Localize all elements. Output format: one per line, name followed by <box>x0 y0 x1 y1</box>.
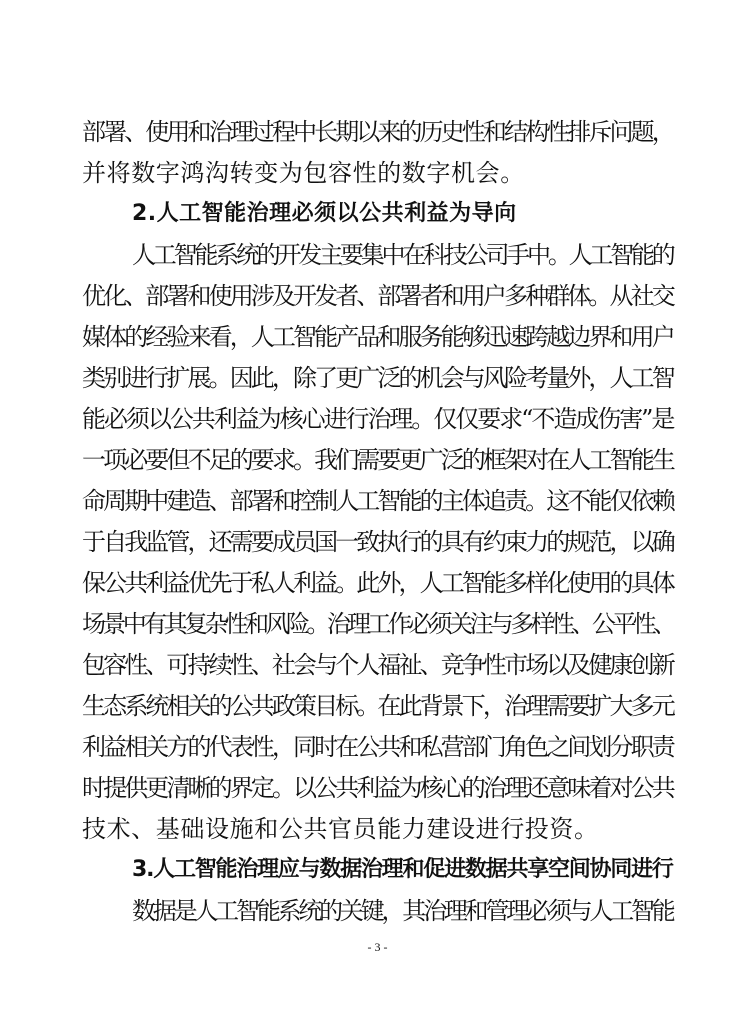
text-line: 类别进行扩展。因此，除了更广泛的机会与风险考量外，人工智 <box>82 364 673 392</box>
text-line: 保公共利益优先于私人利益。此外，人工智能多样化使用的具体 <box>82 569 673 597</box>
text-line: 人工智能系统的开发主要集中在科技公司手中。人工智能的 <box>132 241 673 269</box>
text-line: 时提供更清晰的界定。以公共利益为核心的治理还意味着对公共 <box>82 774 673 802</box>
text-line: 并将数字鸿沟转变为包容性的数字机会。 <box>82 159 525 187</box>
text-line: 命周期中建造、部署和控制人工智能的主体追责。这不能仅依赖 <box>82 487 673 515</box>
text-line: 生态系统相关的公共政策目标。在此背景下，治理需要扩大多元 <box>82 692 673 720</box>
text-line: 部署、使用和治理过程中长期以来的历史性和结构性排斥问题， <box>82 118 673 146</box>
text-line: 数据是人工智能系统的关键，其治理和管理必须与人工智能 <box>132 897 673 925</box>
text-line: 利益相关方的代表性，同时在公共和私营部门角色之间划分职责 <box>82 733 673 761</box>
text-line: 技术、基础设施和公共官员能力建设进行投资。 <box>82 815 599 843</box>
text-line: 能必须以公共利益为核心进行治理。仅仅要求“不造成伤害”是 <box>82 405 674 433</box>
text-line: 包容性、可持续性、社会与个人福祉、竞争性市场以及健康创新 <box>82 651 673 679</box>
text-line: 优化、部署和使用涉及开发者、部署者和用户多种群体。从社交 <box>82 282 673 310</box>
section-heading-2: 2.人工智能治理必须以公共利益为导向 <box>132 201 517 226</box>
text-line: 于自我监管，还需要成员国一致执行的具有约束力的规范，以确 <box>82 528 673 556</box>
text-line: 媒体的经验来看，人工智能产品和服务能够迅速跨越边界和用户 <box>82 323 673 351</box>
text-line: 场景中有其复杂性和风险。治理工作必须关注与多样性、公平性、 <box>82 610 674 638</box>
text-line: 一项必要但不足的要求。我们需要更广泛的框架对在人工智能生 <box>82 446 673 474</box>
page-number: - 3 - <box>367 940 388 954</box>
section-heading-3: 3.人工智能治理应与数据治理和促进数据共享空间协同进行 <box>132 857 673 882</box>
